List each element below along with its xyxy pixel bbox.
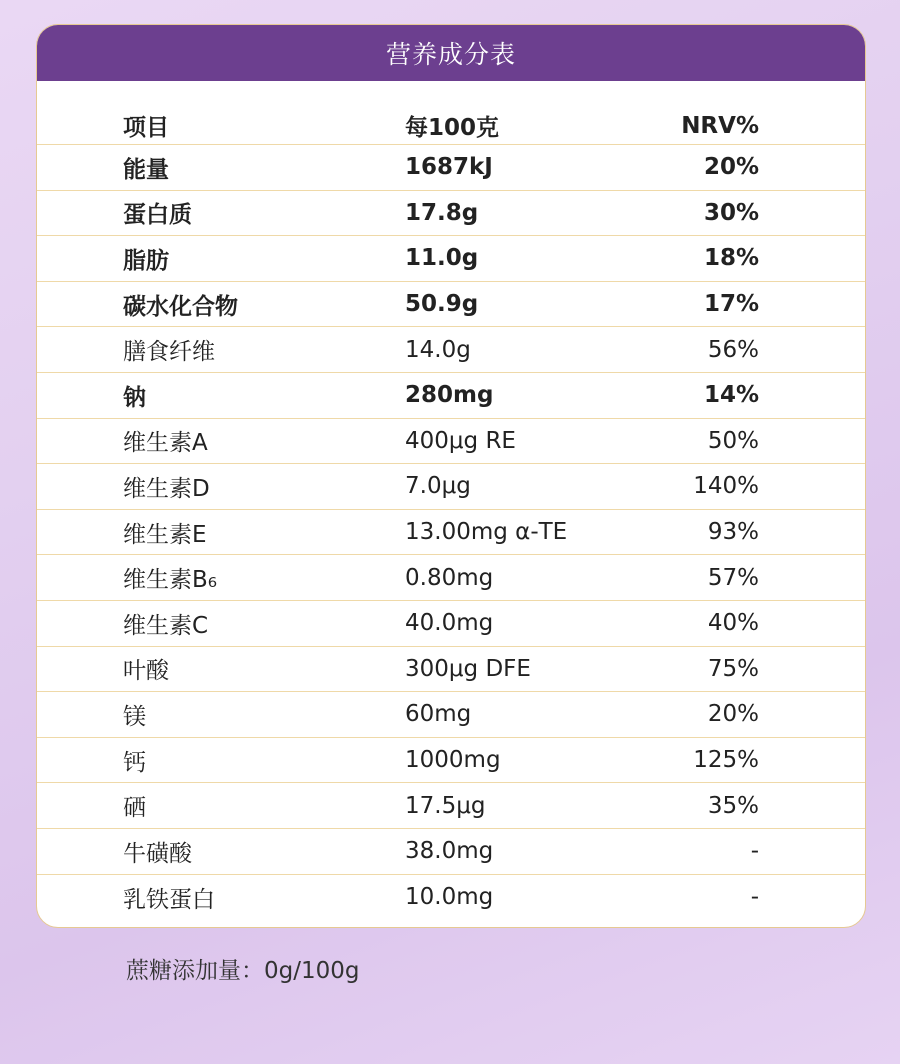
table-row <box>37 464 865 510</box>
nutrient-nrv: - <box>750 884 759 911</box>
nutrient-nrv: 14% <box>703 382 759 409</box>
nutrient-name: 能量 <box>123 156 169 183</box>
nutrient-amount: 300μg DFE <box>405 655 531 682</box>
table-row <box>37 783 865 829</box>
table-row <box>37 738 865 784</box>
nutrient-name: 膳食纤维 <box>123 339 215 366</box>
nutrient-nrv: 35% <box>707 792 759 819</box>
nutrient-name: 维生素C <box>123 612 209 639</box>
table-row <box>37 510 865 556</box>
nutrient-name: 乳铁蛋白 <box>123 886 215 913</box>
table-row <box>37 647 865 693</box>
nutrient-name: 维生素A <box>123 430 208 457</box>
nutrient-amount: 14.0g <box>405 336 471 363</box>
nutrient-name: 钙 <box>123 749 146 776</box>
nutrient-nrv: 93% <box>707 519 759 546</box>
table-row <box>37 145 865 191</box>
nutrient-nrv: 20% <box>703 154 759 181</box>
header-item: 项目 <box>123 115 169 141</box>
nutrient-amount: 1687kJ <box>405 154 493 181</box>
nutrient-amount: 280mg <box>405 382 494 409</box>
nutrient-name: 镁 <box>123 703 146 730</box>
nutrient-amount: 400μg RE <box>405 427 516 454</box>
nutrient-amount: 0.80mg <box>405 564 494 591</box>
nutrient-amount: 10.0mg <box>405 884 494 911</box>
table-row <box>37 555 865 601</box>
table-row <box>37 327 865 373</box>
nutrient-nrv: 17% <box>703 291 759 318</box>
nutrient-name: 钠 <box>123 384 146 411</box>
table-row <box>37 419 865 465</box>
nutrient-name: 维生素D <box>123 475 210 502</box>
nutrient-amount: 7.0μg <box>405 473 471 500</box>
sucrose-note: 蔗糖添加量：0g/100g <box>126 958 360 984</box>
header-per-100g: 每100克 <box>405 115 500 141</box>
table-row <box>37 692 865 738</box>
nutrient-amount: 1000mg <box>405 747 501 774</box>
nutrient-nrv: 18% <box>703 245 759 272</box>
nutrient-nrv: 30% <box>703 199 759 226</box>
table-row <box>37 875 865 921</box>
table-title: 营养成分表 <box>37 25 865 81</box>
nutrient-name: 维生素B₆ <box>123 567 217 594</box>
table-row <box>37 373 865 419</box>
nutrient-amount: 60mg <box>405 701 472 728</box>
nutrient-amount: 11.0g <box>405 245 479 272</box>
nutrient-nrv: 125% <box>693 747 759 774</box>
nutrient-nrv: 75% <box>707 655 759 682</box>
nutrient-amount: 40.0mg <box>405 610 494 637</box>
nutrient-name: 脂肪 <box>123 247 169 274</box>
header-nrv: NRV% <box>681 112 759 139</box>
nutrient-amount: 50.9g <box>405 291 479 318</box>
table-row <box>37 191 865 237</box>
nutrition-table <box>37 107 865 920</box>
nutrient-amount: 17.8g <box>405 199 479 226</box>
nutrient-name: 维生素E <box>123 521 207 548</box>
nutrient-nrv: 140% <box>693 473 759 500</box>
nutrition-facts-card <box>36 24 866 928</box>
nutrient-name: 硒 <box>123 795 146 822</box>
table-row <box>37 829 865 875</box>
nutrient-name: 碳水化合物 <box>123 293 238 320</box>
nutrient-nrv: 50% <box>707 427 759 454</box>
nutrient-nrv: 40% <box>707 610 759 637</box>
nutrient-amount: 13.00mg α-TE <box>405 519 568 546</box>
nutrient-nrv: 57% <box>707 564 759 591</box>
nutrient-nrv: 20% <box>707 701 759 728</box>
nutrient-name: 蛋白质 <box>123 202 192 229</box>
table-row <box>37 236 865 282</box>
nutrient-name: 叶酸 <box>123 658 169 685</box>
nutrient-amount: 17.5μg <box>405 792 486 819</box>
nutrient-nrv: 56% <box>707 336 759 363</box>
nutrient-name: 牛磺酸 <box>123 840 192 867</box>
table-row <box>37 282 865 328</box>
table-row <box>37 601 865 647</box>
nutrient-nrv: - <box>750 838 759 865</box>
nutrient-amount: 38.0mg <box>405 838 494 865</box>
table-header-row <box>37 107 865 145</box>
